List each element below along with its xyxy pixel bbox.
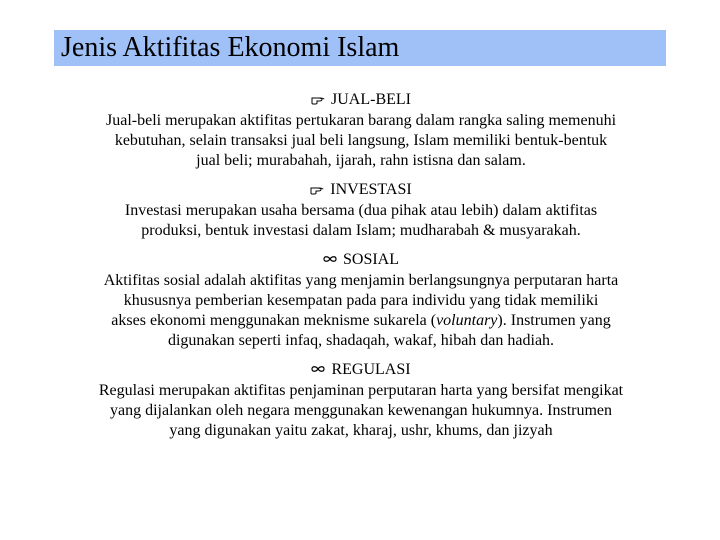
body-line: khususnya pemberian kesempatan pada para individu yang tidak memiliki [123, 292, 599, 309]
pointing-hand-icon [311, 93, 325, 105]
slide-content [60, 90, 662, 450]
section-heading-label: JUAL-BELI [331, 91, 411, 108]
section-heading [60, 360, 662, 380]
body-line: kebutuhan, selain transaksi jual beli langsung, Islam memiliki bentuk-bentuk [114, 132, 608, 149]
infinity-icon [311, 363, 325, 375]
body-line: Jual-beli merupakan aktifitas pertukaran barang dalam rangka saling memenuhi [105, 112, 617, 129]
body-emphasis: voluntary [436, 312, 498, 329]
section-body [60, 271, 662, 351]
body-text: akses ekonomi menggunakan meknisme sukarela ( [111, 312, 437, 329]
section-regulasi [60, 360, 662, 441]
pointing-hand-icon [310, 183, 324, 195]
body-line: yang digunakan yaitu zakat, kharaj, ushr, khums, dan jizyah [169, 422, 553, 439]
body-line [60, 311, 662, 331]
section-investasi [60, 180, 662, 241]
slide-title: Jenis Aktifitas Ekonomi Islam [61, 32, 400, 63]
body-line: Regulasi merupakan aktifitas penjaminan perputaran harta yang bersifat mengikat [98, 382, 624, 399]
body-line: produksi, bentuk investasi dalam Islam; mudharabah & musyarakah. [141, 222, 581, 239]
section-body [60, 381, 662, 441]
section-body [60, 111, 662, 171]
section-jual-beli [60, 90, 662, 171]
body-line: Aktifitas sosial adalah aktifitas yang menjamin berlangsungnya perputaran harta [103, 272, 619, 289]
section-heading [60, 180, 662, 200]
section-body [60, 201, 662, 241]
section-sosial [60, 250, 662, 351]
section-heading-label: INVESTASI [330, 181, 412, 198]
body-text: ). Instrumen yang [497, 312, 611, 329]
body-line: Investasi merupakan usaha bersama (dua pihak atau lebih) dalam aktifitas [124, 202, 598, 219]
section-heading-label: SOSIAL [342, 251, 399, 268]
title-bar [54, 30, 666, 66]
body-line: yang dijalankan oleh negara menggunakan kewenangan hukumnya. Instrumen [109, 402, 613, 419]
section-heading-label: REGULASI [331, 361, 411, 378]
body-line: jual beli; murabahah, ijarah, rahn istisna dan salam. [196, 152, 526, 169]
infinity-icon [323, 253, 337, 265]
section-heading [60, 90, 662, 110]
section-heading [60, 250, 662, 270]
body-line: digunakan seperti infaq, shadaqah, wakaf, hibah dan hadiah. [167, 332, 555, 349]
